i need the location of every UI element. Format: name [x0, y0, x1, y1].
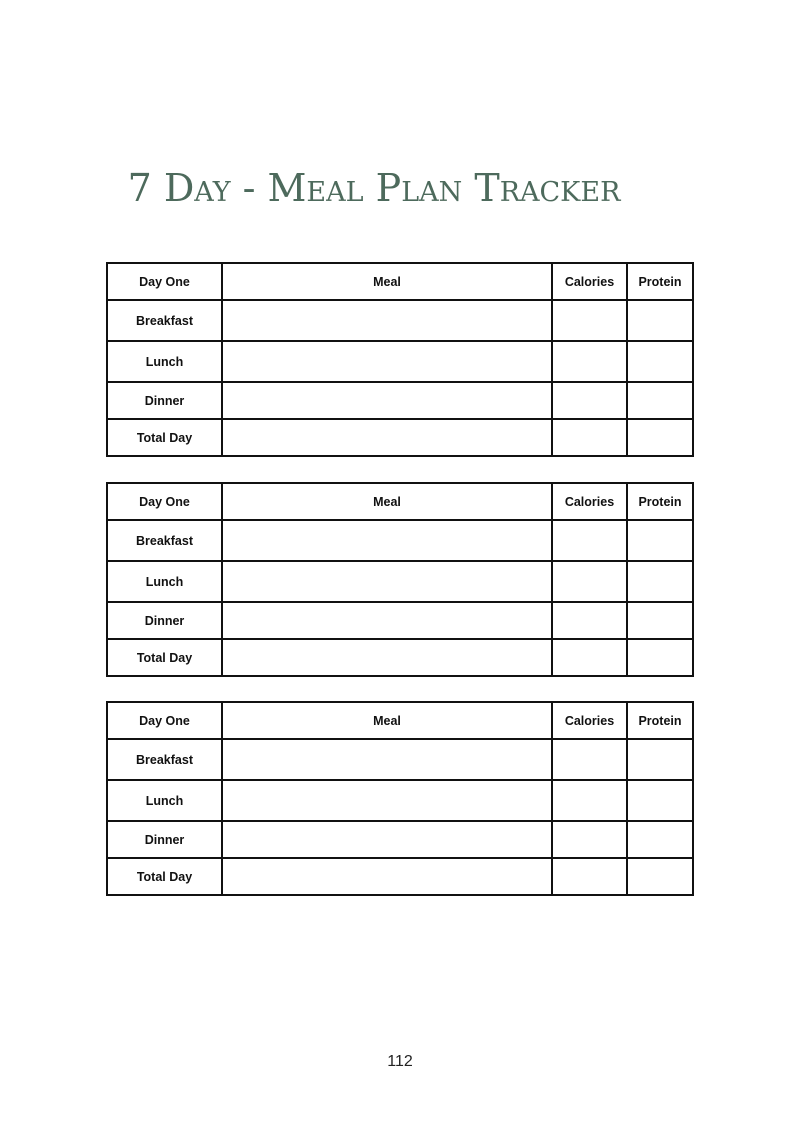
table-header-row: [107, 483, 693, 520]
header-meal: Meal: [222, 263, 552, 300]
table-row-lunch: [107, 561, 693, 602]
calories-cell[interactable]: [552, 858, 627, 895]
row-label-breakfast: Breakfast: [107, 739, 222, 780]
table-row-total-day: [107, 419, 693, 456]
meal-cell[interactable]: [222, 780, 552, 821]
calories-cell[interactable]: [552, 419, 627, 456]
row-label-total-day: Total Day: [107, 858, 222, 895]
calories-cell[interactable]: [552, 520, 627, 561]
table-row-lunch: [107, 341, 693, 382]
protein-cell[interactable]: [627, 561, 693, 602]
protein-cell[interactable]: [627, 419, 693, 456]
header-calories: Calories: [552, 263, 627, 300]
calories-cell[interactable]: [552, 821, 627, 858]
header-day: Day One: [107, 263, 222, 300]
header-protein: Protein: [627, 702, 693, 739]
meal-table-1: [106, 262, 694, 457]
protein-cell[interactable]: [627, 602, 693, 639]
header-calories: Calories: [552, 702, 627, 739]
table-row-dinner: [107, 602, 693, 639]
meal-table-2: [106, 482, 694, 677]
table-row-dinner: [107, 382, 693, 419]
header-day: Day One: [107, 702, 222, 739]
table-row-lunch: [107, 780, 693, 821]
protein-cell[interactable]: [627, 520, 693, 561]
page-number: 112: [387, 1053, 413, 1070]
row-label-total-day: Total Day: [107, 419, 222, 456]
row-label-dinner: Dinner: [107, 382, 222, 419]
meal-cell[interactable]: [222, 341, 552, 382]
row-label-lunch: Lunch: [107, 780, 222, 821]
calories-cell[interactable]: [552, 739, 627, 780]
calories-cell[interactable]: [552, 382, 627, 419]
header-calories: Calories: [552, 483, 627, 520]
protein-cell[interactable]: [627, 341, 693, 382]
protein-cell[interactable]: [627, 821, 693, 858]
protein-cell[interactable]: [627, 780, 693, 821]
header-protein: Protein: [627, 483, 693, 520]
table-header-row: [107, 702, 693, 739]
row-label-total-day: Total Day: [107, 639, 222, 676]
calories-cell[interactable]: [552, 639, 627, 676]
calories-cell[interactable]: [552, 300, 627, 341]
table-row-breakfast: [107, 520, 693, 561]
table-row-breakfast: [107, 300, 693, 341]
row-label-dinner: Dinner: [107, 602, 222, 639]
meal-cell[interactable]: [222, 858, 552, 895]
meal-cell[interactable]: [222, 602, 552, 639]
meal-cell[interactable]: [222, 520, 552, 561]
table-header-row: [107, 263, 693, 300]
row-label-breakfast: Breakfast: [107, 520, 222, 561]
header-meal: Meal: [222, 483, 552, 520]
meal-cell[interactable]: [222, 821, 552, 858]
calories-cell[interactable]: [552, 780, 627, 821]
table-row-total-day: [107, 639, 693, 676]
meal-cell[interactable]: [222, 739, 552, 780]
row-label-breakfast: Breakfast: [107, 300, 222, 341]
calories-cell[interactable]: [552, 561, 627, 602]
row-label-dinner: Dinner: [107, 821, 222, 858]
header-day: Day One: [107, 483, 222, 520]
protein-cell[interactable]: [627, 382, 693, 419]
protein-cell[interactable]: [627, 639, 693, 676]
meal-cell[interactable]: [222, 639, 552, 676]
row-label-lunch: Lunch: [107, 341, 222, 382]
header-protein: Protein: [627, 263, 693, 300]
table-row-dinner: [107, 821, 693, 858]
table-row-total-day: [107, 858, 693, 895]
protein-cell[interactable]: [627, 858, 693, 895]
calories-cell[interactable]: [552, 602, 627, 639]
calories-cell[interactable]: [552, 341, 627, 382]
meal-table-3: [106, 701, 694, 896]
meal-cell[interactable]: [222, 419, 552, 456]
meal-cell[interactable]: [222, 561, 552, 602]
meal-cell[interactable]: [222, 300, 552, 341]
meal-cell[interactable]: [222, 382, 552, 419]
table-row-breakfast: [107, 739, 693, 780]
row-label-lunch: Lunch: [107, 561, 222, 602]
header-meal: Meal: [222, 702, 552, 739]
page-title: 7 Day - Meal Plan Tracker: [127, 166, 621, 210]
protein-cell[interactable]: [627, 300, 693, 341]
protein-cell[interactable]: [627, 739, 693, 780]
